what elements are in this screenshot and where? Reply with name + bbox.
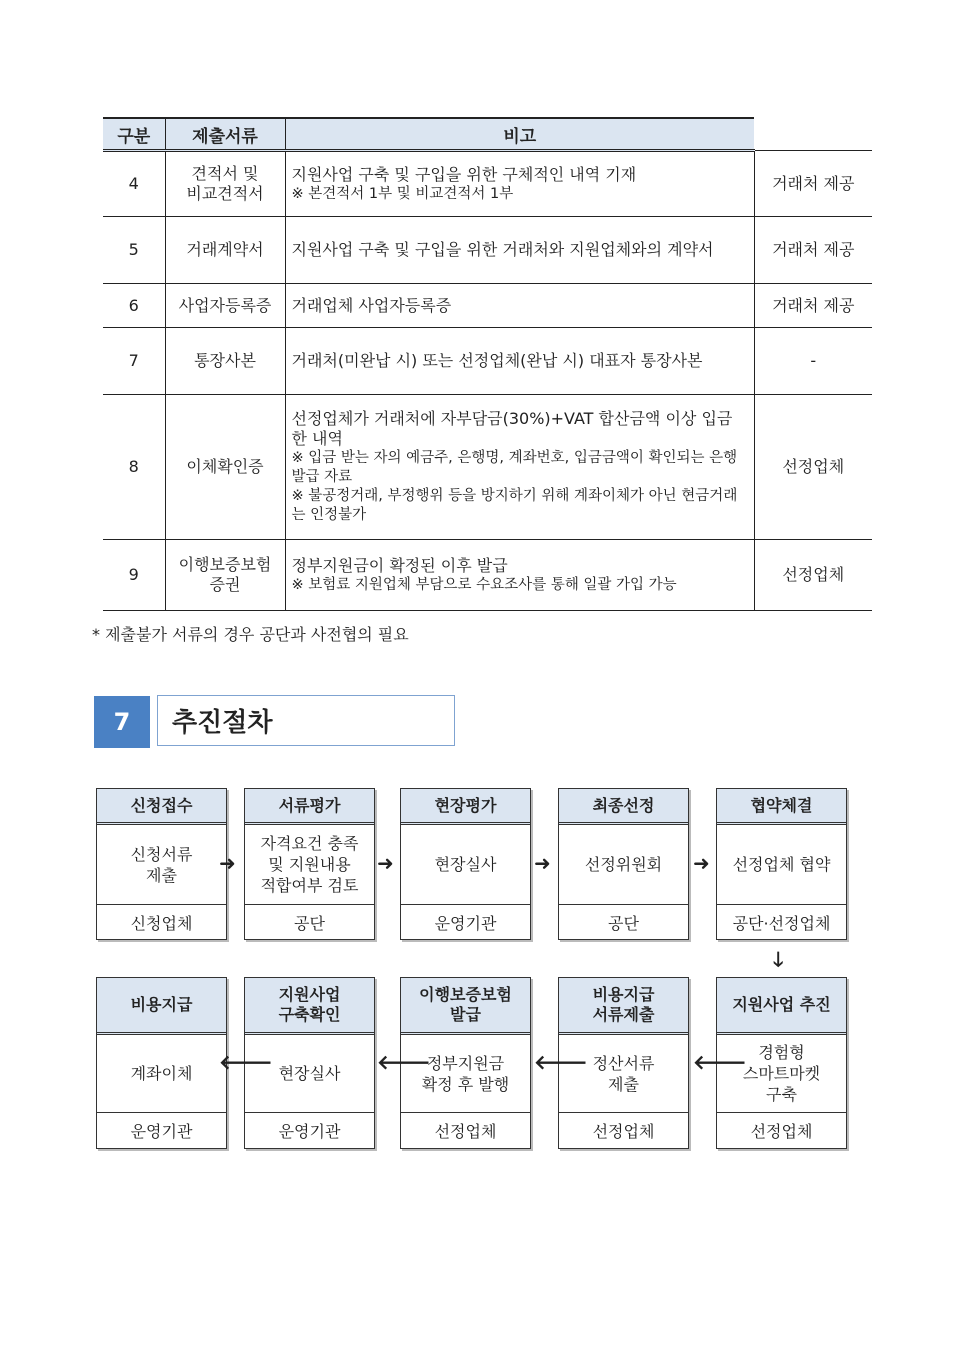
flow-step-body: 정산서류 제출: [559, 1035, 688, 1113]
description-note: ※ 본견적서 1부 및 비교견적서 1부: [291, 185, 514, 202]
row-number: 4: [103, 151, 165, 217]
flow-step-body: 선정업체 협약: [717, 825, 846, 905]
header-category: 구분: [103, 118, 165, 151]
document-name: 견적서 및 비교견적서: [165, 151, 285, 217]
remark: 거래처 제공: [754, 284, 872, 328]
flow-step: [558, 788, 689, 940]
flow-step-actor: 선정업체: [434, 1122, 497, 1141]
remark: 선정업체: [754, 540, 872, 611]
document-description: [285, 540, 754, 611]
row-number: 5: [103, 217, 165, 284]
document-description: [285, 217, 754, 284]
flow-step: [244, 788, 375, 940]
document-description: [285, 328, 754, 395]
flow-step-body: 정부지원금 확정 후 발행: [401, 1035, 530, 1113]
arrow-down-icon: 🡓: [773, 947, 784, 971]
flow-step-actor: 공단·선정업체: [732, 914, 831, 933]
description-note: ※ 불공정거래, 부정행위 등을 방지하기 위해 계좌이체가 아닌 현금거래는 인정불가: [291, 488, 738, 523]
header-remark: 비고: [285, 118, 754, 151]
flow-step-title: 비용지급: [97, 978, 226, 1035]
table-row: [103, 395, 872, 540]
document-name: 사업자등록증: [165, 284, 285, 328]
flow-step: [96, 788, 227, 940]
section-number: 7: [94, 696, 150, 748]
row-number: 9: [103, 540, 165, 611]
flow-step-actor: 선정업체: [592, 1122, 655, 1141]
row-number: 7: [103, 328, 165, 395]
row-number: 6: [103, 284, 165, 328]
flow-step-actor: 운영기관: [434, 914, 497, 933]
flow-step-actor: 공단: [294, 914, 325, 933]
footnote: * 제출불가 서류의 경우 공단과 사전협의 필요: [92, 625, 409, 644]
flow-step-title: 서류평가: [245, 789, 374, 825]
document-name: 거래계약서: [165, 217, 285, 284]
flow-step-title: 현장평가: [401, 789, 530, 825]
flow-step-title: 최종선정: [559, 789, 688, 825]
flow-step-body: 경험형 스마트마켓 구축: [717, 1035, 846, 1113]
flow-step: [96, 977, 227, 1149]
table-row: [103, 540, 872, 611]
flow-step-title: 신청접수: [97, 789, 226, 825]
document-description: [285, 284, 754, 328]
flow-step-actor: 운영기관: [130, 1122, 193, 1141]
remark: 선정업체: [754, 395, 872, 540]
description-text: 선정업체가 거래처에 자부담금(30%)+VAT 합산금액 이상 입금한 내역: [291, 409, 733, 448]
arrow-left-icon: 🡐: [693, 1050, 747, 1074]
flow-step: [716, 788, 847, 940]
table-row: [103, 284, 872, 328]
description-text: 거래처(미완납 시) 또는 선정업체(완납 시) 대표자 통장사본: [291, 351, 703, 370]
remark: 거래처 제공: [754, 217, 872, 284]
arrow-right-icon: ➜: [219, 851, 236, 875]
remark: -: [754, 328, 872, 395]
description-text: 정부지원금이 확정된 이후 발급: [291, 555, 508, 575]
description-text: 지원사업 구축 및 구입을 위한 거래처와 지원업체와의 계약서: [291, 240, 714, 259]
flow-step-title: 지원사업 추진: [717, 978, 846, 1035]
description-note: ※ 입금 받는 자의 예금주, 은행명, 계좌번호, 입금금액이 확인되는 은행발급 자료: [291, 450, 738, 485]
table-header-row: [103, 118, 872, 151]
flow-step-body: 신청서류 제출: [97, 825, 226, 905]
flow-step-actor: 공단: [608, 914, 639, 933]
flow-step-actor: 운영기관: [278, 1122, 341, 1141]
header-documents: 제출서류: [165, 118, 285, 151]
table-row: [103, 328, 872, 395]
document-description: [285, 395, 754, 540]
flow-step-title: 이행보증보험 발급: [401, 978, 530, 1035]
arrow-left-icon: 🡐: [534, 1050, 588, 1074]
flow-step-body: 현장실사: [401, 825, 530, 905]
flow-step-actor: 신청업체: [130, 914, 193, 933]
documents-table: [103, 117, 872, 611]
description-text: 지원사업 구축 및 구입을 위한 구체적인 내역 기재: [291, 164, 637, 184]
document-name: 이행보증보험 증권: [165, 540, 285, 611]
flow-step-body: 계좌이체: [97, 1035, 226, 1113]
document-description: [285, 151, 754, 217]
remark: 거래처 제공: [754, 151, 872, 217]
arrow-right-icon: ➜: [693, 851, 710, 875]
flow-step: [400, 788, 531, 940]
table-row: [103, 217, 872, 284]
arrow-left-icon: 🡐: [219, 1050, 273, 1074]
flow-step-title: 협약체결: [717, 789, 846, 825]
flow-step-title: 지원사업 구축확인: [245, 978, 374, 1035]
table-row: [103, 151, 872, 217]
document-name: 통장사본: [165, 328, 285, 395]
arrow-right-icon: ➜: [377, 851, 394, 875]
description-note: ※ 보험료 지원업체 부담으로 수요조사를 통해 일괄 가입 가능: [291, 576, 677, 593]
arrow-left-icon: 🡐: [377, 1050, 431, 1074]
row-number: 8: [103, 395, 165, 540]
section-title: 추진절차: [157, 695, 455, 746]
flow-step-title: 비용지급 서류제출: [559, 978, 688, 1035]
flow-step-actor: 선정업체: [750, 1122, 813, 1141]
arrow-right-icon: ➜: [534, 851, 551, 875]
flow-step-body: 현장실사: [245, 1035, 374, 1113]
flow-step-body: 자격요건 충족 및 지원내용 적합여부 검토: [245, 825, 374, 905]
description-text: 거래업체 사업자등록증: [291, 295, 452, 315]
document-name: 이체확인증: [165, 395, 285, 540]
flow-step-body: 선정위원회: [559, 825, 688, 905]
